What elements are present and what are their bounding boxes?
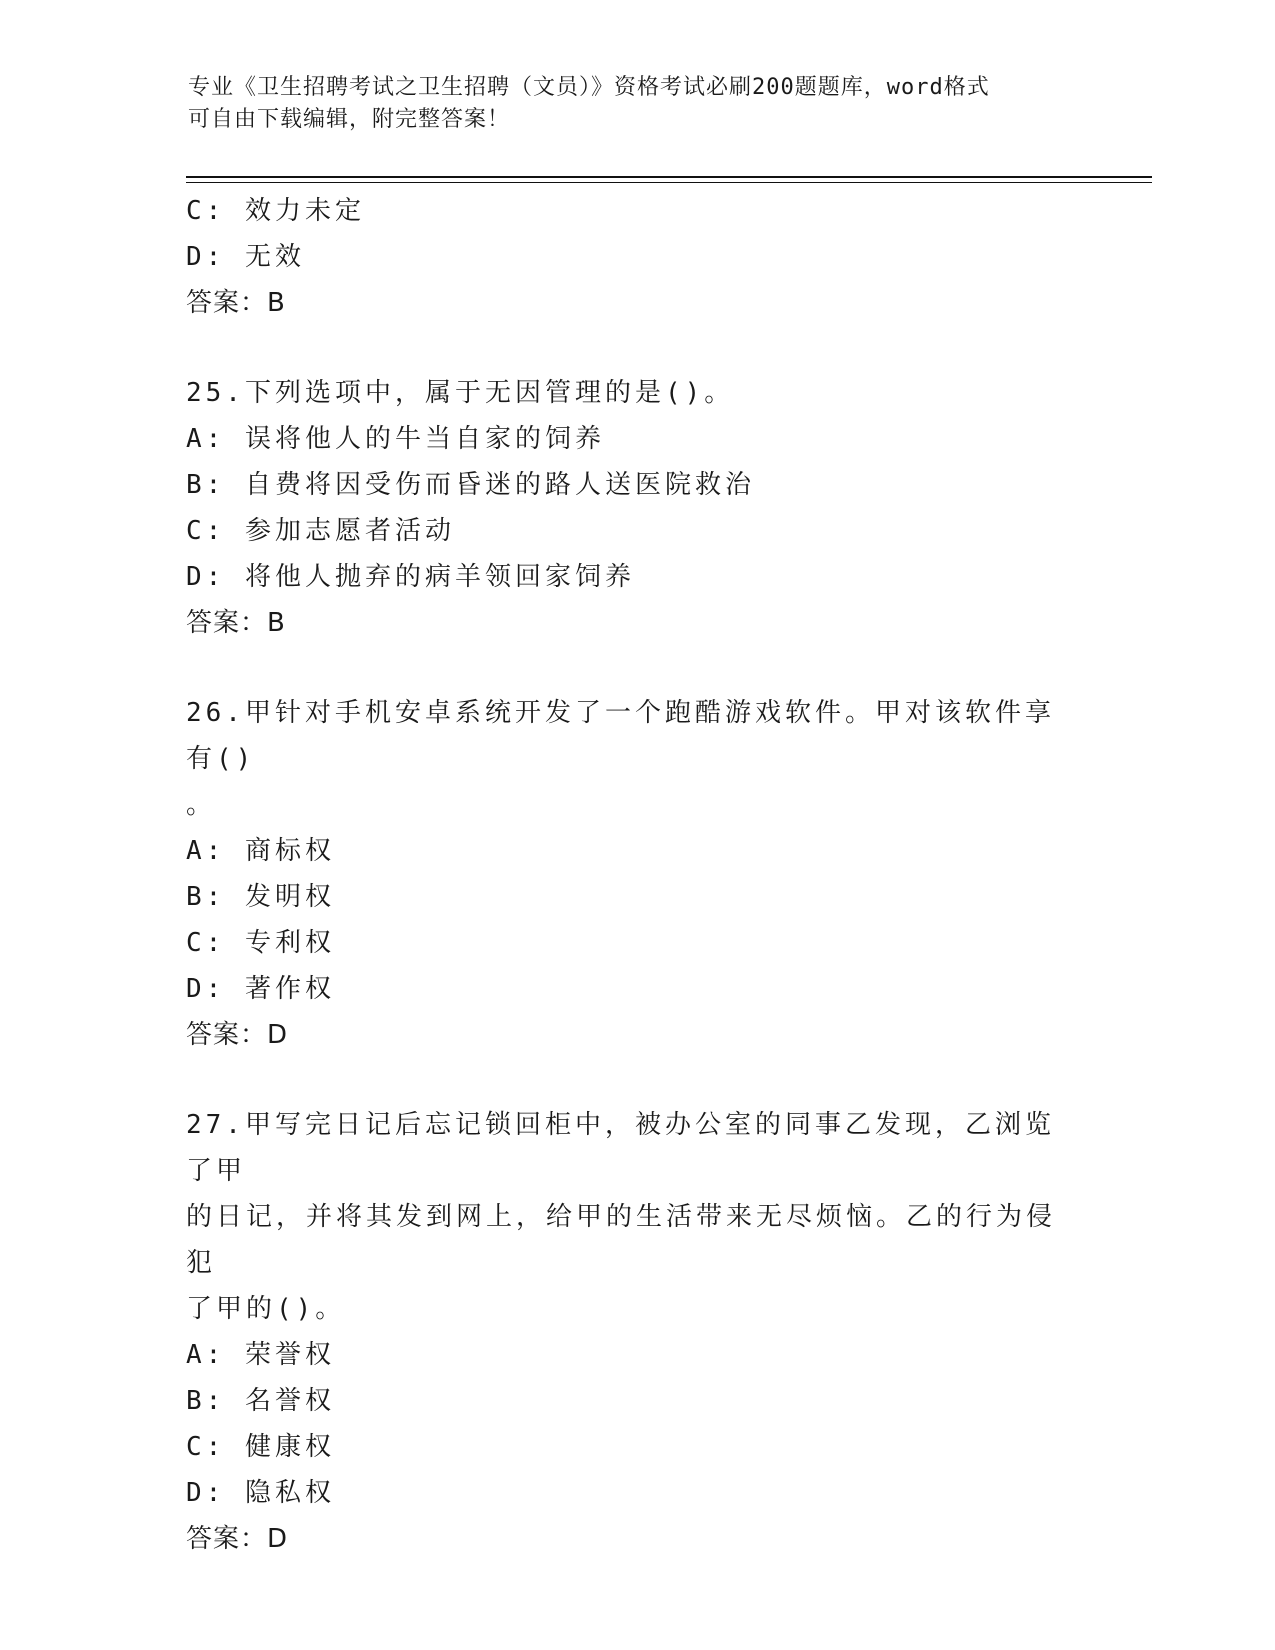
option-b: B: 名誉权 xyxy=(186,1386,335,1416)
option-d: D: 隐私权 xyxy=(186,1478,335,1508)
question-text-line-2: 的日记，并将其发到网上，给甲的生活带来无尽烦恼。乙的行为侵犯 xyxy=(186,1202,1057,1278)
answer-line: 答案：B xyxy=(186,608,286,638)
option-d: D: 著作权 xyxy=(186,974,335,1004)
question-25-block xyxy=(186,370,1066,646)
spacer xyxy=(186,646,1066,690)
question-26-block xyxy=(186,690,1066,1058)
question-content xyxy=(186,188,1066,1562)
option-b: B: 发明权 xyxy=(186,882,335,912)
question-text-line-3: 了甲的()。 xyxy=(186,1294,346,1324)
option-b: B: 自费将因受伤而昏迷的路人送医院救治 xyxy=(186,470,755,500)
spacer xyxy=(186,1058,1066,1102)
header-divider-thick xyxy=(186,176,1152,178)
previous-question-block xyxy=(186,188,1066,326)
option-c: C: 健康权 xyxy=(186,1432,335,1462)
answer-line: 答案：D xyxy=(186,1020,289,1050)
header-line-1: 专业《卫生招聘考试之卫生招聘（文员）》资格考试必刷200题题库，word格式 xyxy=(188,75,990,100)
header-divider-thin xyxy=(186,182,1152,183)
option-a: A: 荣誉权 xyxy=(186,1340,335,1370)
answer-line: 答案：D xyxy=(186,1524,289,1554)
option-a: A: 误将他人的牛当自家的饲养 xyxy=(186,424,605,454)
question-text: 25.下列选项中，属于无因管理的是()。 xyxy=(186,378,735,408)
question-text-line-2: 。 xyxy=(186,790,217,820)
option-c: C: 参加志愿者活动 xyxy=(186,516,455,546)
spacer xyxy=(186,326,1066,370)
question-text-line-1: 26.甲针对手机安卓系统开发了一个跑酷游戏软件。甲对该软件享有() xyxy=(186,698,1055,774)
question-text-line-1: 27.甲写完日记后忘记锁回柜中，被办公室的同事乙发现，乙浏览了甲 xyxy=(186,1110,1055,1186)
answer-line: 答案：B xyxy=(186,288,286,318)
header-line-2: 可自由下载编辑，附完整答案！ xyxy=(188,107,511,132)
option-c: C: 效力未定 xyxy=(186,196,365,226)
option-a: A: 商标权 xyxy=(186,836,335,866)
option-d: D: 将他人抛弃的病羊领回家饲养 xyxy=(186,562,635,592)
question-27-block xyxy=(186,1102,1066,1562)
document-header xyxy=(188,72,1068,136)
option-c: C: 专利权 xyxy=(186,928,335,958)
option-d: D: 无效 xyxy=(186,242,305,272)
